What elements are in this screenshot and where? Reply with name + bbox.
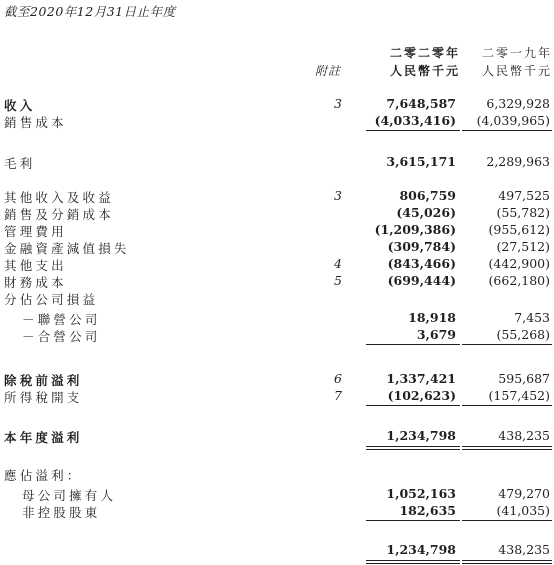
row-note: 4 [334,256,342,271]
row-label: 應佔溢利： [4,468,83,483]
row-current: 1,234,798 [386,428,456,443]
subtotal-rule [462,130,552,131]
subtotal-rule [462,344,552,345]
row-label: 金融資產減值損失 [4,241,130,256]
total-double-rule [366,446,460,450]
row-current: 3,679 [416,327,456,342]
subtotal-rule [462,405,552,406]
row-prior: (955,612) [488,222,550,237]
row-label: 財務成本 [4,275,67,290]
row-prior: 6,329,928 [486,96,550,111]
row-label: －合營公司 [22,329,101,344]
row-label: 毛利 [4,156,36,171]
row-current: 1,234,798 [386,542,456,557]
row-label: 管理費用 [4,224,67,239]
row-label: 銷售及分銷成本 [4,207,114,222]
row-current: 7,648,587 [386,96,456,111]
row-label: 所得稅開支 [4,390,83,405]
row-label: 非控股股東 [22,505,101,520]
header-current-year: 二零二零年 [389,46,460,60]
row-prior: (41,035) [496,503,550,518]
row-label: 其他支出 [4,258,67,273]
row-note: 5 [334,273,342,288]
subtotal-rule [462,520,552,521]
row-prior: (157,452) [488,388,550,403]
subtotal-rule [366,130,460,131]
subtotal-rule [366,405,460,406]
row-current: 3,615,171 [386,154,456,169]
row-label: 母公司擁有人 [22,488,117,503]
row-prior: 438,235 [498,542,550,557]
row-current: (843,466) [387,256,456,271]
row-prior: 438,235 [498,428,550,443]
total-double-rule [462,560,552,564]
row-current: (102,623) [387,388,456,403]
total-double-rule [462,446,552,450]
row-note: 3 [334,96,342,111]
header-prior-year: 二零一九年 [481,46,552,60]
row-prior: (55,782) [496,205,550,220]
row-prior: (662,180) [488,273,550,288]
row-current: 806,759 [399,188,456,203]
row-note: 7 [334,388,342,403]
row-note: 3 [334,188,342,203]
row-current: 1,052,163 [386,486,456,501]
row-prior: (55,268) [496,327,550,342]
header-prior-unit: 人民幣千元 [481,64,552,78]
subtotal-rule [366,520,460,521]
row-label: －聯營公司 [22,312,101,327]
header-current-unit: 人民幣千元 [389,64,460,78]
row-current: 18,918 [408,310,456,325]
row-prior: (4,039,965) [476,113,550,128]
row-prior: 2,289,963 [486,154,550,169]
row-label: 銷售成本 [4,115,67,130]
row-prior: 595,687 [498,371,550,386]
row-current: 1,337,421 [386,371,456,386]
total-double-rule [366,560,460,564]
row-current: (699,444) [387,273,456,288]
row-current: 182,635 [399,503,456,518]
subtotal-rule [366,344,460,345]
row-label: 收入 [4,98,36,113]
row-prior: (27,512) [496,239,550,254]
subtitle: 截至2020年12月31日止年度 [4,4,176,19]
row-current: (309,784) [387,239,456,254]
row-label: 分佔公司損益 [4,292,99,307]
row-prior: 497,525 [498,188,550,203]
row-current: (1,209,386) [374,222,456,237]
row-current: (45,026) [396,205,456,220]
row-prior: 479,270 [498,486,550,501]
row-label: 本年度溢利 [4,430,83,445]
row-prior: 7,453 [514,310,550,325]
header-note: 附註 [315,64,342,78]
row-label: 除稅前溢利 [4,373,83,388]
row-prior: (442,900) [488,256,550,271]
row-note: 6 [334,371,342,386]
row-current: (4,033,416) [374,113,456,128]
row-label: 其他收入及收益 [4,190,114,205]
